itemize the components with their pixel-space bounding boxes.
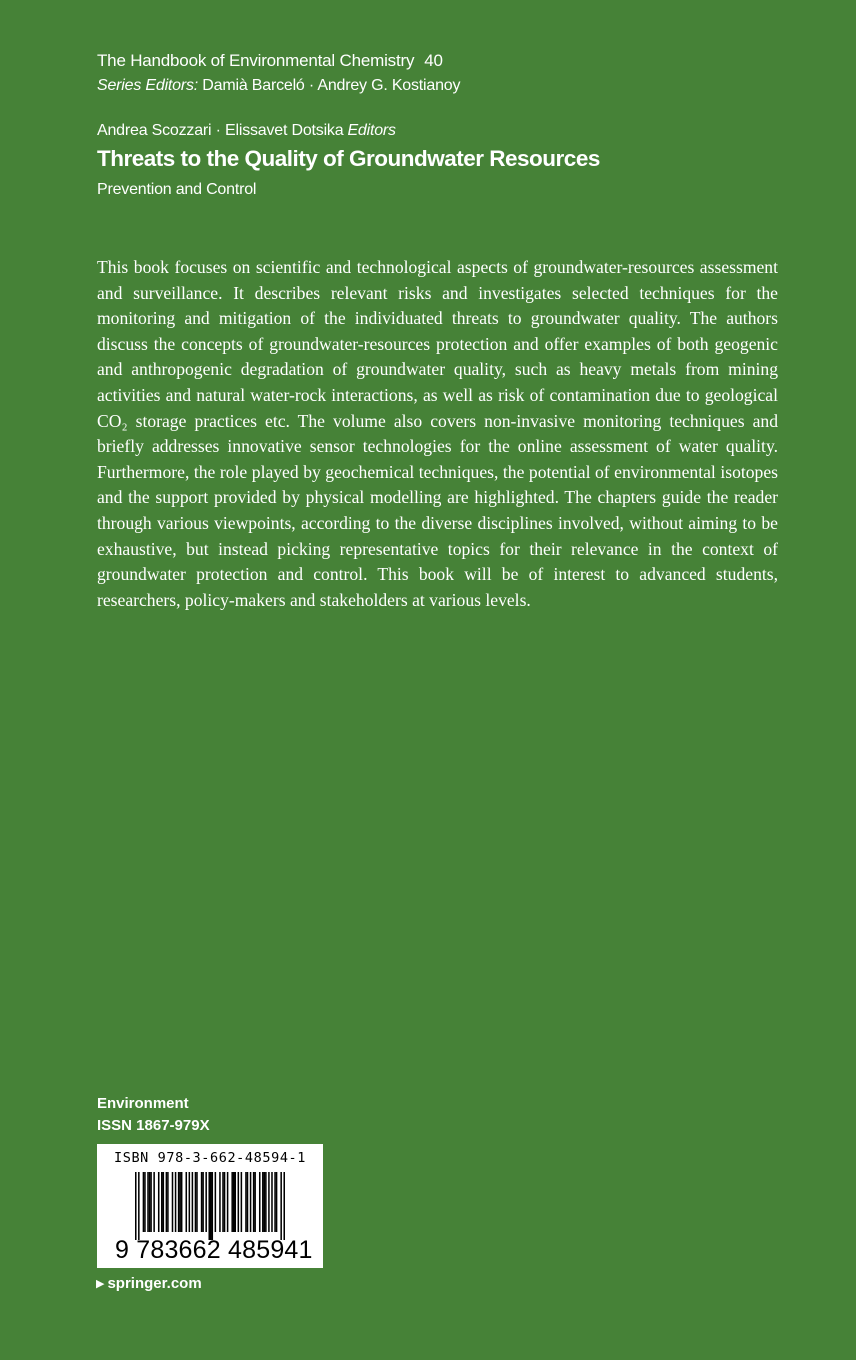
barcode-bar bbox=[227, 1172, 229, 1232]
barcode-bar bbox=[143, 1172, 145, 1232]
website-text: springer.com bbox=[107, 1275, 202, 1292]
barcode-bar bbox=[172, 1172, 174, 1232]
publisher-website[interactable] bbox=[96, 1273, 202, 1296]
book-editors-line bbox=[97, 120, 817, 142]
barcode-bar bbox=[178, 1172, 180, 1232]
book-title: Threats to the Quality of Groundwater Resources bbox=[97, 146, 600, 171]
barcode-bar bbox=[149, 1172, 151, 1232]
barcode-bar bbox=[247, 1172, 249, 1232]
barcode-bar bbox=[161, 1172, 163, 1232]
barcode-bar bbox=[222, 1172, 224, 1232]
barcode-bar bbox=[158, 1172, 160, 1232]
barcode-bar bbox=[179, 1172, 181, 1232]
barcode-bar bbox=[231, 1172, 233, 1232]
barcode-bar bbox=[153, 1172, 155, 1232]
barcode-bar bbox=[268, 1172, 270, 1232]
barcode-bar bbox=[210, 1172, 212, 1240]
series-editors: Damià Barceló · Andrey G. Kostianoy bbox=[202, 77, 461, 94]
isbn-text: ISBN 978-3-662-48594-1 bbox=[114, 1150, 307, 1166]
book-description: This book focuses on scientific and technological aspects of groundwater-resources assessment and surveillance. It describes relevant risks and investigates selected techniques for the monitoring and mitigation of the individuated threats to groundwater quality. The authors discuss the concepts of groundwater-resources protection and offer examples of both geogenic and anthropogenic degradation of groundwater quality, such as heavy metals from mining activities and natural water-rock interactions, as well as risk of contamination due to geological CO₂ storage practices etc. The volume also covers non-invasive monitoring techniques and briefly addresses innovative sensor technologies for the online assessment of water quality. Furthermore, the role played by geochemical techniques, the potential of environmental isotopes and the support provided by physical modelling are highlighted. The chapters guide the reader through various viewpoints, according to the diverse disciplines involved, without aiming to be exhaustive, but instead picking representative topics for their relevance in the context of groundwater protection and control. This book will be of interest to advanced students, researchers, policy-makers and stakeholders at various levels. bbox=[97, 257, 778, 610]
barcode-bar bbox=[264, 1172, 266, 1232]
barcode-bar bbox=[245, 1172, 247, 1232]
barcode-bar bbox=[274, 1172, 276, 1232]
barcode-bar bbox=[212, 1172, 214, 1240]
barcode-bar bbox=[276, 1172, 278, 1232]
catalog-info bbox=[97, 1093, 397, 1137]
barcode-bar bbox=[280, 1172, 282, 1240]
barcode-bar bbox=[265, 1172, 267, 1232]
barcode-bar bbox=[205, 1172, 207, 1232]
barcode-bar bbox=[259, 1172, 261, 1232]
arrow-right-icon: ▶ bbox=[96, 1278, 105, 1290]
barcode-bar bbox=[250, 1172, 252, 1232]
barcode-bar bbox=[144, 1172, 146, 1232]
series-title-line bbox=[97, 50, 797, 72]
barcode-bar bbox=[147, 1172, 149, 1232]
barcode-bar bbox=[233, 1172, 235, 1232]
barcode-bar bbox=[163, 1172, 165, 1232]
book-editors-role: Editors bbox=[347, 122, 396, 139]
barcode-bar bbox=[189, 1172, 191, 1232]
barcode-bar bbox=[195, 1172, 197, 1232]
book-editors: Andrea Scozzari · Elissavet Dotsika bbox=[97, 122, 344, 139]
barcode-bar bbox=[262, 1172, 264, 1232]
barcode-bar bbox=[238, 1172, 240, 1232]
book-block bbox=[97, 120, 817, 201]
barcode-bar bbox=[283, 1172, 285, 1240]
barcode-bar bbox=[175, 1172, 177, 1232]
barcode-bar bbox=[201, 1172, 203, 1232]
barcode-bar bbox=[196, 1172, 198, 1232]
barcode-bar bbox=[215, 1172, 217, 1232]
barcode-bar bbox=[241, 1172, 243, 1232]
barcode-bar bbox=[166, 1172, 168, 1232]
barcode-bar bbox=[224, 1172, 226, 1232]
series-title: The Handbook of Environmental Chemistry bbox=[97, 51, 415, 70]
barcode-digits: 9 783662 485941 bbox=[115, 1236, 313, 1264]
barcode-bar bbox=[150, 1172, 152, 1232]
series-block bbox=[97, 50, 797, 97]
series-editors-line bbox=[97, 75, 797, 97]
barcode-bar bbox=[186, 1172, 188, 1232]
barcode-bar bbox=[208, 1172, 210, 1240]
barcode-bar bbox=[219, 1172, 221, 1232]
barcode-bars bbox=[135, 1172, 285, 1240]
barcode-bar bbox=[234, 1172, 236, 1232]
barcode-bar bbox=[192, 1172, 194, 1232]
barcode-bar bbox=[135, 1172, 137, 1240]
barcode-bar bbox=[271, 1172, 273, 1232]
issn-label: ISSN 1867-979X bbox=[97, 1117, 210, 1134]
barcode-bar bbox=[138, 1172, 140, 1240]
book-subtitle: Prevention and Control bbox=[97, 181, 257, 198]
barcode-box bbox=[97, 1144, 323, 1268]
series-editors-label: Series Editors: bbox=[97, 77, 199, 94]
subject-label: Environment bbox=[97, 1095, 189, 1112]
barcode-bar bbox=[167, 1172, 169, 1232]
barcode-bar bbox=[202, 1172, 204, 1232]
barcode-bar bbox=[253, 1172, 255, 1232]
barcode-bar bbox=[254, 1172, 256, 1232]
barcode-bar bbox=[181, 1172, 183, 1232]
series-volume: 40 bbox=[424, 51, 443, 70]
